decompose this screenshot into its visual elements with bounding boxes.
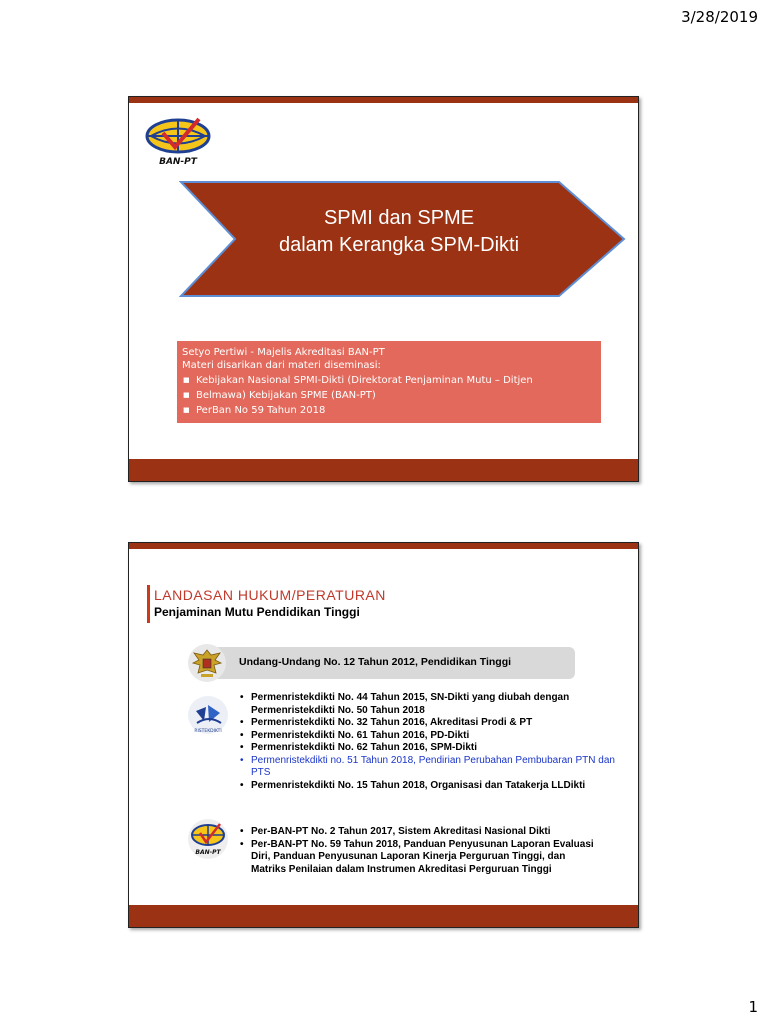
page-date: 3/28/2019: [681, 8, 758, 26]
regulation-item: • Per-BAN-PT No. 59 Tahun 2018, Panduan Penyusunan Laporan Evaluasi Diri, Panduan Penyusunan Laporan Kinerja Perguruan Tinggi, dan Matriks Penilaian dalam Instrumen Akreditasi Perguruan Tinggi: [237, 839, 597, 877]
author-box: [177, 341, 601, 423]
slide-title: [128, 96, 639, 482]
slide-top-bar: [129, 97, 638, 103]
slide-bottom-bar: [129, 905, 638, 927]
slide-legal-basis: [128, 542, 639, 928]
slide-bottom-bar: [129, 459, 638, 481]
regulation-item: • Permenristekdikti No. 15 Tahun 2018, Organisasi dan Tatakerja LLDikti: [237, 780, 617, 793]
source-item: ■ Belmawa) Kebijakan SPME (BAN-PT): [182, 389, 596, 402]
page-number: 1: [748, 998, 758, 1016]
regulation-item-link[interactable]: • Permenristekdikti no. 51 Tahun 2018, Pendirian Perubahan Pembubaran PTN dan PTS: [237, 755, 617, 780]
source-item: ■ Kebijakan Nasional SPMI-Dikti (Direktorat Penjaminan Mutu – Ditjen: [182, 374, 596, 387]
regulation-item: • Permenristekdikti No. 32 Tahun 2016, Akreditasi Prodi & PT: [237, 717, 617, 730]
banpt-logo-icon: [187, 819, 229, 859]
law-text: Undang-Undang No. 12 Tahun 2012, Pendidikan Tinggi: [239, 656, 512, 668]
title-line-2: dalam Kerangka SPM-Dikti: [278, 234, 520, 256]
source-item: ■ PerBan No 59 Tahun 2018: [182, 404, 596, 417]
source-intro: Materi disarikan dari materi diseminasi:: [182, 360, 381, 371]
banpt-logo-text: BAN-PT: [195, 849, 221, 856]
regulation-item: • Permenristekdikti No. 44 Tahun 2015, SN-Dikti yang diubah dengan Permenristekdikti No. 50 Tahun 2018: [237, 692, 617, 717]
banpt-logo-icon: [143, 117, 213, 167]
banpt-regulations-list: [237, 826, 597, 876]
regulation-item: • Permenristekdikti No. 62 Tahun 2016, SPM-Dikti: [237, 742, 617, 755]
regulation-item: • Permenristekdikti No. 61 Tahun 2016, PD-Dikti: [237, 730, 617, 743]
ristekdikti-logo-text: RISTEKDIKTI: [194, 729, 222, 734]
author-line: Setyo Pertiwi - Majelis Akreditasi BAN-PT: [182, 347, 385, 358]
ristekdikti-logo-icon: [187, 695, 229, 735]
section-subtitle: Penjaminan Mutu Pendidikan Tinggi: [154, 605, 360, 619]
title-line-1: SPMI dan SPME: [323, 207, 475, 229]
section-title: LANDASAN HUKUM/PERATURAN: [154, 587, 386, 603]
regulation-item: • Per-BAN-PT No. 2 Tahun 2017, Sistem Akreditasi Nasional Dikti: [237, 826, 597, 839]
slide-top-bar: [129, 543, 638, 549]
slide-title-text: [209, 205, 589, 259]
title-accent-bar: [147, 585, 150, 623]
ministry-regulations-list: [237, 692, 617, 792]
banpt-logo-text: BAN-PT: [159, 157, 197, 167]
source-list: [182, 374, 596, 417]
garuda-emblem-icon: [187, 643, 227, 683]
